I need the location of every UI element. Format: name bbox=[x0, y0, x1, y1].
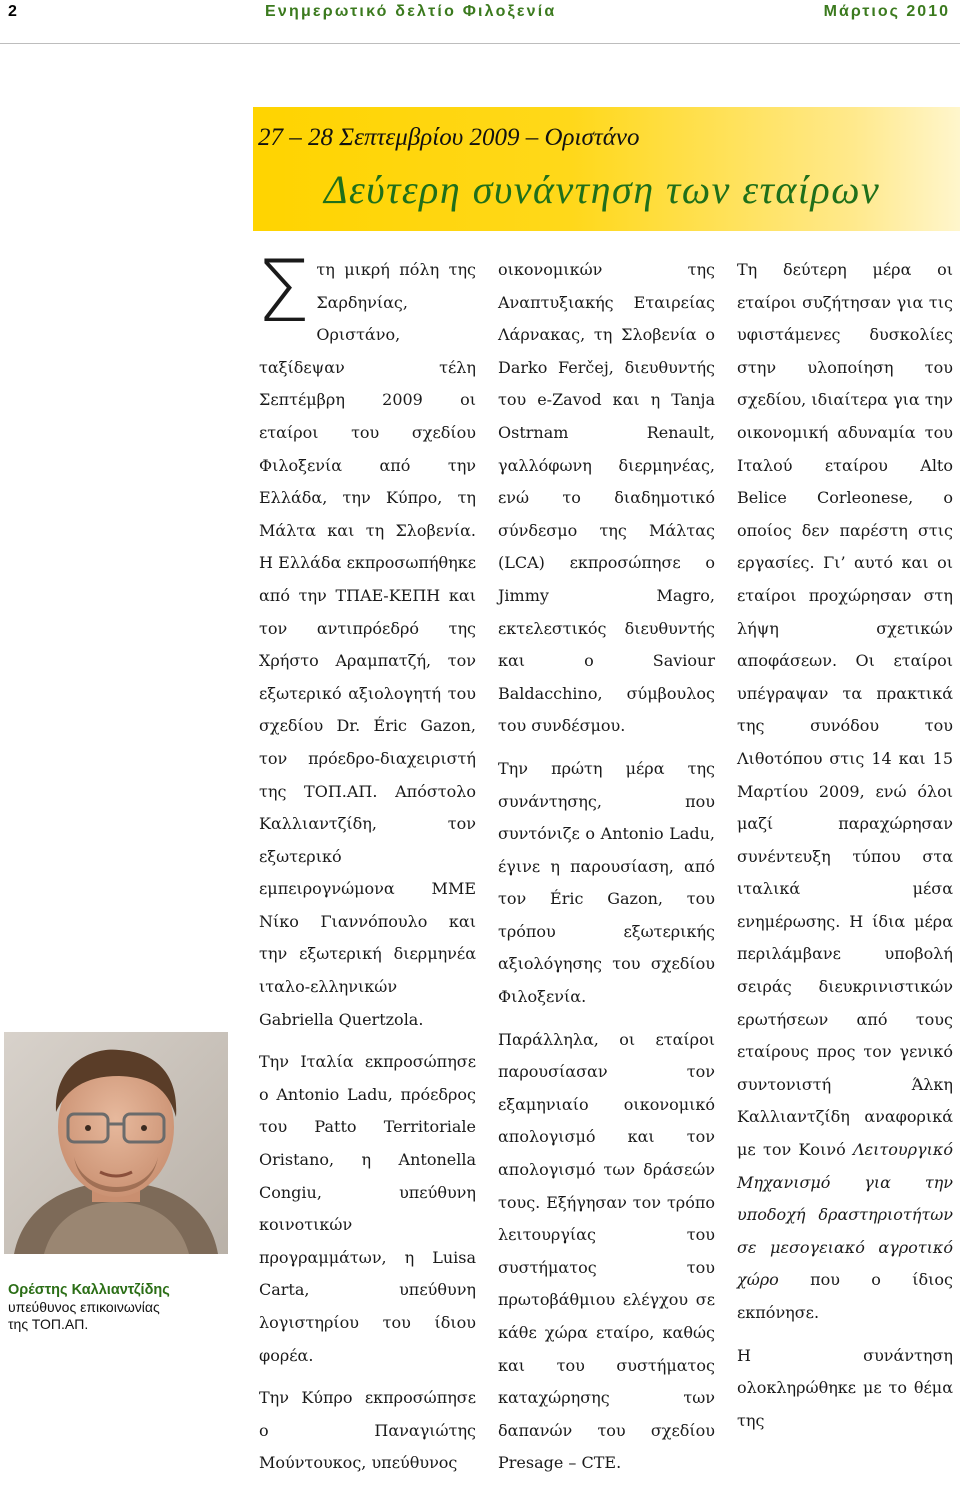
paragraph-cyprus-start: Την Κύπρο εκπροσώπησε ο Παναγιώτης Μούντουκος, υπεύθυνος bbox=[259, 1388, 476, 1473]
page-number: 2 bbox=[8, 3, 17, 20]
article-column-1 bbox=[256, 242, 476, 1490]
paragraph-first-day: Την πρώτη μέρα της συνάντησης, που συντόνιζε ο Antonio Ladu, έγινε η παρουσίαση, από τον Éric Gazon, του τρόπου εξωτερικής αξιολόγησης του σχεδίου Φιλοξενία. bbox=[498, 758, 715, 1007]
second-day-text: Τη δεύτερη μέρα οι εταίροι συζήτησαν για τις υφιστάμενες δυσκολίες στην υλοποίηση του σχεδίου, ιδιαίτερα για την οικονομική αδυναμία του Ιταλού εταίρου Alto Belice Corleonese, ο οποίος δεν παρέστη στις εργασίες. Γι’ αυτό και οι εταίροι προχώρησαν στη λήψη σχετικών αποφάσεων. Οι εταίροι υπέγραψαν τα πρακτικά της συνόδου του Λιθοτόπου στις 14 και 15 Μαρτίου 2009, ενώ όλοι μαζί παραχώρησαν συνέντευξη τύπου στα ιταλικά μέσα ενημέρωσης. Η ίδια μέρα περιλάμβανε υποβολή σειράς διευκρινιστικών ερωτήσεων από τους εταίρους προς τον γενικό συντονιστή Άλκη Καλλιαντζίδη αναφορικά με τον Κοινό bbox=[737, 260, 953, 1160]
paragraph-conclusion: Η συνάντηση ολοκληρώθηκε με το θέμα της bbox=[737, 1345, 953, 1430]
bulletin-title: Ενημερωτικό δελτίο Φιλοξενία bbox=[265, 3, 557, 20]
photo-caption bbox=[8, 1282, 248, 1333]
caption-name: Ορέστης Καλλιαντζίδης bbox=[8, 1282, 170, 1298]
mechanism-title: Λειτουργικό Μηχανισμό για την υποδοχή δραστηριοτήτων σε μεσογειακό αγροτικό χώρο bbox=[737, 1140, 953, 1290]
second-day-end: που ο ίδιος εκπόνησε. bbox=[737, 1270, 953, 1322]
article-column-2 bbox=[498, 254, 715, 1490]
article-kicker: 27 – 28 Σεπτεμβρίου 2009 – Οριστάνο bbox=[258, 124, 640, 151]
article-column-3 bbox=[737, 254, 953, 1447]
caption-role: υπεύθυνος επικοινωνίας bbox=[8, 1299, 160, 1315]
paragraph-second-day bbox=[737, 254, 953, 1330]
running-header bbox=[0, 0, 960, 28]
paragraph-partners: Παράλληλα, οι εταίροι παρουσίασαν τον εξαμηνιαίο οικονομικό απολογισμό και τον απολογισμό των δράσεών τους. Εξήγησαν τον τρόπο λειτουργίας του συστήματος του πρωτοβάθμιου ελέγχου σε κάθε χώρα εταίρο, καθώς και του συστήματος καταχώρησης των δαπανών του σχεδίου Presage – CTE. bbox=[498, 1029, 715, 1473]
paragraph-intro bbox=[256, 242, 476, 1036]
portrait-illustration bbox=[4, 1032, 228, 1254]
header-divider bbox=[0, 43, 960, 44]
issue-date: Μάρτιος 2010 bbox=[823, 3, 950, 20]
intro-text: τη μικρή πόλη της Σαρδηνίας, Οριστάνο, ταξίδεψαν τέλη Σεπτέμβρη 2009 οι εταίροι του σχεδίου Φιλοξενία από την Ελλάδα, την Κύπρο, τη Μάλτα και τη Σλοβενία. Η Ελλάδα εκπροσωπήθηκε από την ΤΠΑΕ-ΚΕΠΗ και τον αντιπρόεδρό της Χρήστο Αραμπατζή, τον εξωτερικό αξιολογητή του σχεδίου Dr. Éric Gazon, τον πρόεδρο-διαχειριστή της ΤΟΠ.ΑΠ. Απόστολο Καλλιαντζίδη, τον εξωτερικό εμπειρογνώμονα ΜΜΕ Νίκο Γιαννόπουλο και την εξωτερική διερμηνέα ιταλο-ελληνικών Gabriella Quertzola. bbox=[259, 260, 476, 1029]
paragraph-italy: Την Ιταλία εκπροσώπησε ο Antonio Ladu, πρόεδρος του Patto Territoriale Oristano, η Antonella Congiu, υπεύθυνη κοινοτικών προγραμμάτων, η Luisa Carta, υπεύθυνη λογιστηρίου του ίδιου φορέα. bbox=[259, 1052, 476, 1365]
article-headline: Δεύτερη συνάντηση των εταίρων bbox=[324, 167, 881, 212]
portrait-photo bbox=[4, 1032, 228, 1254]
drop-cap: Σ bbox=[256, 242, 311, 342]
paragraph-cyprus-cont: οικονομικών της Αναπτυξιακής Εταιρείας Λάρνακας, τη Σλοβενία ο Darko Ferčej, διευθυντής του e-Zavod και η Tanja Ostrnam Renault, γαλλόφωνη διερμηνέας, ενώ το διαδημοτικό σύνδεσμο της Μάλτας (LCA) εκπροσώπησε ο Jimmy Magro, εκτελεστικός διευθυντής και ο Saviour Baldacchino, σύμβουλος του συνδέσμου. bbox=[498, 260, 715, 736]
caption-org: της ΤΟΠ.ΑΠ. bbox=[8, 1316, 89, 1332]
